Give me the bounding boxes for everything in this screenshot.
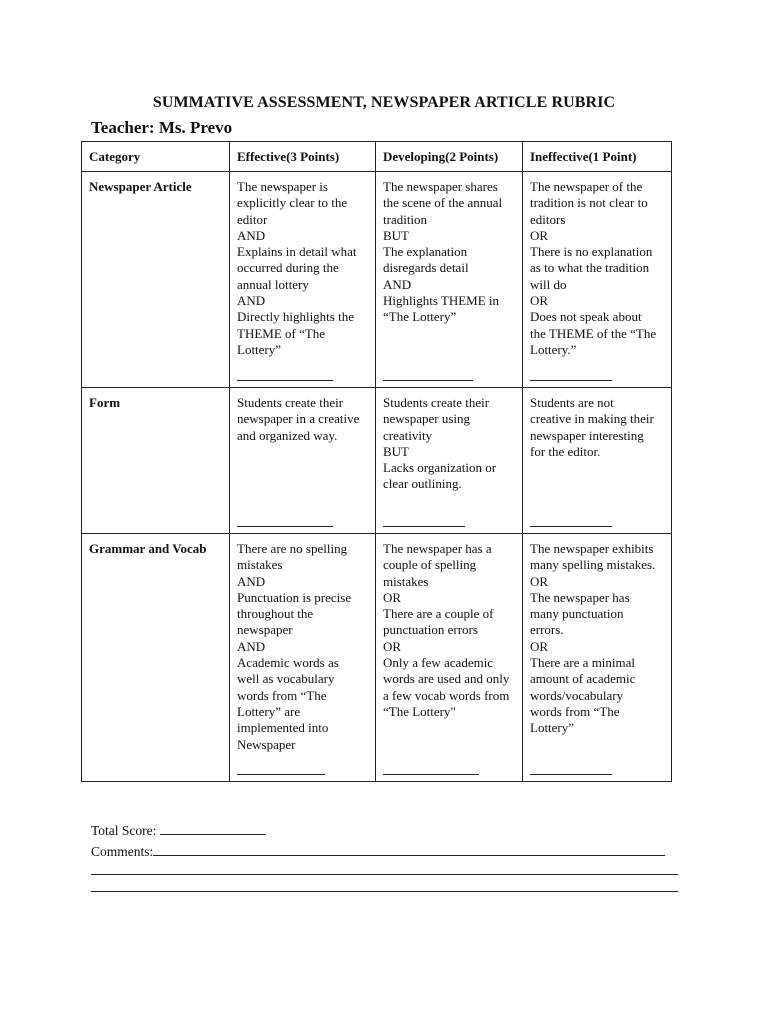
rubric-cell (523, 534, 672, 782)
score-blank[interactable] (237, 525, 333, 527)
cell-content (237, 179, 369, 383)
cell-text-line: Directly highlights the (237, 309, 354, 325)
cell-text-line: OR (530, 638, 549, 654)
cell-text-line: Lottery.” (530, 341, 577, 357)
comments (91, 843, 665, 860)
table-row (82, 172, 672, 388)
cell-text-line: OR (530, 293, 549, 309)
cell-text-line: many punctuation (530, 606, 624, 622)
comments-line[interactable] (91, 891, 678, 892)
document-title: SUMMATIVE ASSESSMENT, NEWSPAPER ARTICLE RUBRIC (152, 94, 616, 111)
cell-text-line: throughout the (237, 606, 314, 622)
header-category: Category (82, 142, 230, 172)
cell-text-line: OR (383, 638, 402, 654)
cell-text-line: Does not speak about (530, 309, 642, 325)
cell-content (237, 395, 369, 529)
score-blank[interactable] (530, 773, 612, 775)
cell-text-line: Students are not (530, 395, 614, 410)
cell-text-line: The newspaper exhibits (530, 541, 654, 556)
cell-text-line: Lottery” (237, 341, 282, 357)
cell-text-line: errors. (530, 622, 564, 638)
cell-text-line: newspaper interesting (530, 427, 644, 443)
cell-text-line: well as vocabulary (237, 671, 335, 687)
cell-text-line: There are a couple of (383, 606, 494, 622)
rubric-cell (376, 172, 523, 388)
cell-text-line: The newspaper has a (383, 541, 492, 556)
cell-text-line: There is no explanation (530, 244, 653, 260)
cell-text-line: punctuation errors (383, 622, 478, 638)
cell-text-line: There are a minimal (530, 655, 636, 671)
header-developing: Developing(2 Points) (376, 142, 523, 172)
cell-text-line: OR (530, 573, 549, 589)
cell-text-line: clear outlining. (383, 476, 462, 492)
cell-text-line: editor (237, 211, 268, 227)
cell-text-line: Newspaper (237, 736, 296, 752)
cell-text-line: annual lottery (237, 276, 309, 292)
score-blank[interactable] (237, 379, 333, 381)
cell-text-line: a few vocab words from (383, 687, 510, 703)
cell-text-line: amount of academic (530, 671, 636, 687)
cell-text-line: the THEME of the “The (530, 325, 657, 341)
cell-text-line: AND (237, 638, 266, 654)
cell-text-line: The explanation (383, 244, 468, 260)
cell-text-line: THEME of “The (237, 325, 326, 341)
cell-text-line: There are no spelling (237, 541, 348, 556)
cell-text-line: AND (237, 227, 266, 243)
cell-text-line: OR (383, 589, 402, 605)
cell-text-line: newspaper in a creative (237, 411, 360, 427)
cell-text-line: words are used and only (383, 671, 510, 687)
cell-text-line: AND (237, 293, 266, 309)
score-blank[interactable] (383, 525, 465, 527)
rubric-cell (376, 534, 523, 782)
rubric-cell (523, 172, 672, 388)
score-blank[interactable] (530, 525, 612, 527)
cell-text-line: AND (237, 573, 266, 589)
cell-text-line: will do (530, 276, 567, 292)
cell-text-line: Students create their (383, 395, 490, 410)
cell-text-line: newspaper using (383, 411, 471, 427)
cell-text-line: words from “The (237, 687, 327, 703)
cell-text-line: Lottery” are (237, 703, 301, 719)
cell-text-line: The newspaper has (530, 589, 630, 605)
cell-text-line: OR (530, 227, 549, 243)
rubric-cell (230, 388, 376, 534)
category-cell: Form (82, 388, 230, 534)
cell-text-line: Lottery” (530, 720, 575, 736)
cell-text-line: implemented into (237, 720, 329, 736)
cell-text-line: “The Lottery” (383, 309, 457, 325)
table-row (82, 388, 672, 534)
table-row (82, 534, 672, 782)
score-blank[interactable] (530, 379, 612, 381)
header-effective: Effective(3 Points) (230, 142, 376, 172)
cell-text-line: Lacks organization or (383, 460, 497, 476)
cell-content (383, 179, 516, 383)
cell-text-line: The newspaper is (237, 179, 328, 194)
header-ineffective: Ineffective(1 Point) (523, 142, 672, 172)
rubric-cell (376, 388, 523, 534)
cell-content (383, 541, 516, 777)
comments-line[interactable] (91, 874, 678, 875)
cell-text-line: tradition (383, 211, 428, 227)
score-blank[interactable] (383, 379, 473, 381)
cell-text-line: Academic words as (237, 655, 339, 671)
comments-label: Comments: (91, 844, 154, 859)
cell-text-line: the scene of the annual (383, 195, 503, 211)
cell-text-line: words from “The (530, 703, 620, 719)
cell-text-line: mistakes (383, 573, 429, 589)
cell-text-line: tradition is not clear to (530, 195, 648, 211)
cell-text-line: Highlights THEME in (383, 293, 500, 309)
cell-text-line: creative in making their (530, 411, 654, 427)
cell-text-line: editors (530, 211, 566, 227)
cell-text-line: as to what the tradition (530, 260, 650, 276)
total-score (91, 822, 266, 839)
cell-text-line: disregards detail (383, 260, 469, 276)
cell-text-line: newspaper (237, 622, 293, 638)
cell-text-line: words/vocabulary (530, 687, 624, 703)
cell-text-line: and organized way. (237, 427, 338, 443)
cell-text-line: “The Lottery" (383, 703, 456, 719)
cell-text-line: BUT (383, 443, 409, 459)
cell-text-line: creativity (383, 427, 433, 443)
total-score-label: Total Score: (91, 823, 157, 838)
rubric-table (81, 141, 672, 782)
cell-text-line: Only a few academic (383, 655, 494, 671)
score-blank[interactable] (237, 773, 325, 775)
rubric-cell (523, 388, 672, 534)
cell-content (530, 541, 665, 777)
cell-text-line: occurred during the (237, 260, 339, 276)
cell-text-line: Explains in detail what (237, 244, 357, 260)
cell-text-line: BUT (383, 227, 409, 243)
cell-text-line: mistakes (237, 557, 283, 573)
cell-text-line: many spelling mistakes. (530, 557, 656, 573)
cell-content (383, 395, 516, 529)
cell-text-line: AND (383, 276, 412, 292)
cell-text-line: for the editor. (530, 443, 601, 459)
cell-content (530, 395, 665, 529)
cell-content (237, 541, 369, 777)
cell-text-line: The newspaper of the (530, 179, 643, 194)
total-score-blank[interactable] (160, 822, 266, 835)
cell-text-line: Punctuation is precise (237, 589, 352, 605)
cell-text-line: The newspaper shares (383, 179, 498, 194)
table-header-row (82, 142, 672, 172)
cell-text-line: explicitly clear to the (237, 195, 348, 211)
rubric-cell (230, 172, 376, 388)
cell-content (530, 179, 665, 383)
rubric-cell (230, 534, 376, 782)
category-cell: Newspaper Article (82, 172, 230, 388)
cell-text-line: couple of spelling (383, 557, 477, 573)
score-blank[interactable] (383, 773, 479, 775)
cell-text-line: Students create their (237, 395, 344, 410)
comments-blank[interactable] (153, 843, 665, 856)
category-cell: Grammar and Vocab (82, 534, 230, 782)
teacher-name: Teacher: Ms. Prevo (91, 118, 233, 137)
